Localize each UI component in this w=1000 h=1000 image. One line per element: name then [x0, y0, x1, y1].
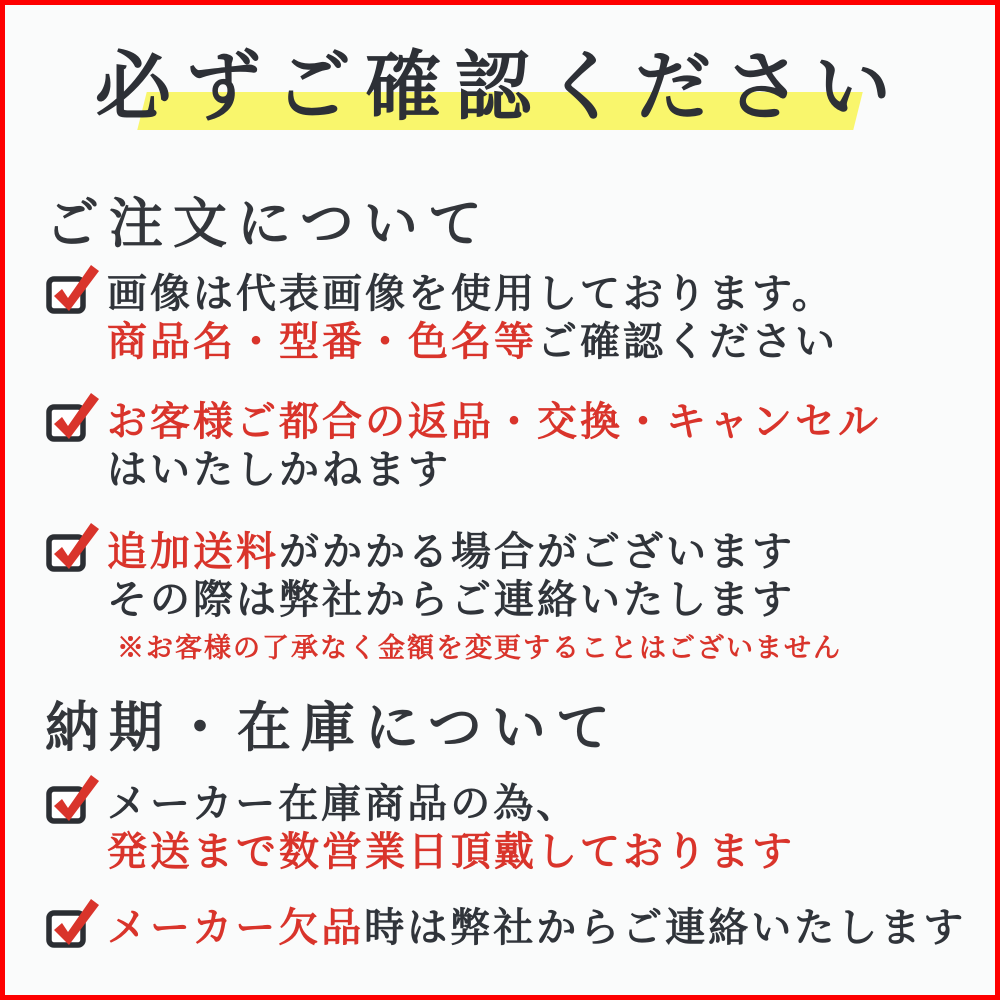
text-run-red: お客様ご都合の返品・交換・キャンセル — [107, 399, 881, 444]
section-heading-orders: ご注文について — [45, 194, 492, 254]
item-line — [107, 318, 838, 366]
checkbox-checked-icon — [45, 773, 101, 825]
item-line — [107, 828, 795, 876]
checklist-item — [45, 904, 967, 952]
text-run: メーカー在庫商品の為、 — [107, 781, 580, 826]
checkbox-checked-icon — [45, 521, 101, 573]
checkbox-checked-icon — [45, 391, 101, 443]
checkbox-checked-icon — [45, 263, 101, 315]
item-line — [107, 270, 838, 318]
text-run-red: 発送まで数営業日頂戴しております — [107, 829, 795, 874]
item-text — [107, 528, 842, 668]
page-title-block — [45, 40, 955, 136]
checklist-item — [45, 270, 955, 366]
text-run-red: 追加送料 — [107, 529, 279, 574]
item-text — [107, 398, 881, 494]
checkbox-checked-icon — [45, 897, 101, 949]
text-run-red: メーカー欠品 — [107, 905, 365, 950]
text-run: その際は弊社からご連絡いたします — [107, 577, 795, 622]
checklist-item — [45, 780, 955, 876]
text-run: ご確認ください — [537, 319, 838, 364]
item-line — [107, 446, 881, 494]
notice-content — [5, 5, 995, 995]
item-line — [107, 398, 881, 446]
item-line — [107, 904, 966, 952]
text-run: 時は弊社からご連絡いたします — [364, 905, 967, 950]
text-run: はいたしかねます — [107, 447, 451, 492]
item-text — [107, 780, 795, 876]
section-heading-delivery-stock: 納期・在庫について — [45, 698, 620, 758]
text-run: がかかる場合がございます — [279, 529, 795, 574]
text-run: 画像は代表画像を使用しております。 — [107, 271, 835, 316]
item-line — [107, 528, 842, 576]
item-text — [107, 270, 838, 366]
item-text — [107, 904, 966, 952]
text-run-red: 商品名・型番・色名等 — [107, 319, 537, 364]
page-title: 必ずご確認ください — [95, 46, 905, 130]
checklist-item — [45, 398, 955, 494]
item-line — [107, 780, 795, 828]
item-note-line: ※お客様の了承なく金額を変更することはございません — [117, 633, 842, 663]
checklist-item — [45, 528, 955, 668]
item-line — [107, 576, 842, 624]
